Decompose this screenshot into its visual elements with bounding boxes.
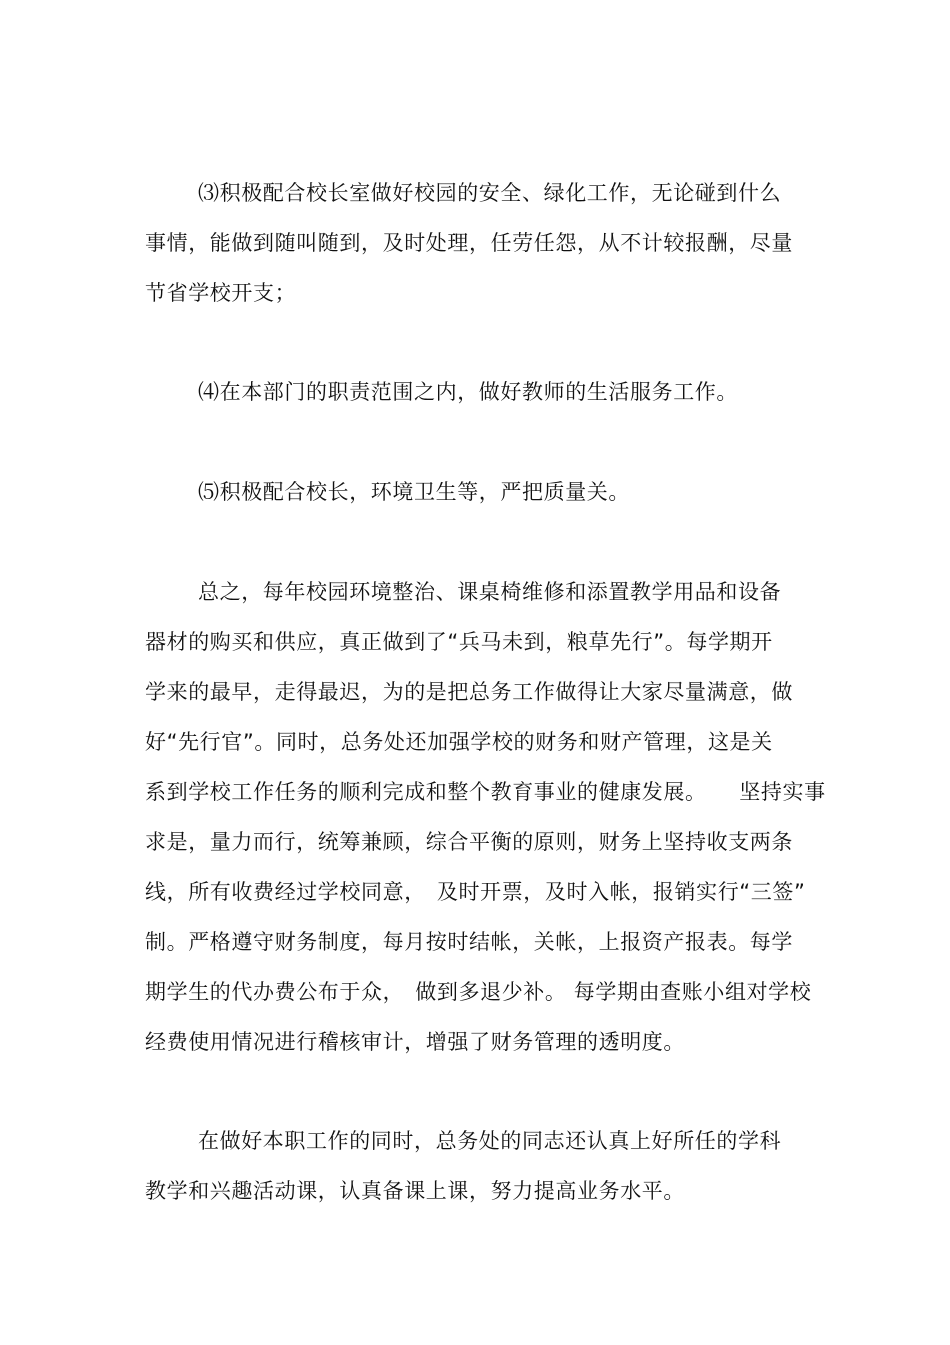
text-line: 好“先行官”。同时，总务处还加强学校的财务和财产管理，这是关 xyxy=(145,730,773,754)
text-line: 求是，量力而行，统筹兼顾，综合平衡的原则，财务上坚持收支两条 xyxy=(145,830,793,854)
text-line: 学来的最早，走得最迟，为的是把总务工作做得让大家尽量满意，做 xyxy=(145,680,793,704)
text-line: 器材的购买和供应，真正做到了“兵马未到，粮草先行”。每学期开 xyxy=(145,630,773,654)
text-line: 事情，能做到随叫随到，及时处理，任劳任怨，从不计较报酬，尽量 xyxy=(145,231,793,255)
text-line: 系到学校工作任务的顺利完成和整个教育事业的健康发展。 坚持实事 xyxy=(145,780,826,804)
text-line: ⑸积极配合校长，环境卫生等，严把质量关。 xyxy=(198,480,630,504)
text-line: 制。严格遵守财务制度，每月按时结帐，关帐，上报资产报表。每学 xyxy=(145,930,793,954)
text-line: 教学和兴趣活动课，认真备课上课，努力提高业务水平。 xyxy=(145,1179,685,1203)
text-line: 期学生的代办费公布于众， 做到多退少补。 每学期由查账小组对学校 xyxy=(145,980,812,1004)
text-line: 线，所有收费经过学校同意， 及时开票，及时入帐，报销实行“三签” xyxy=(145,880,806,904)
text-line: 在做好本职工作的同时，总务处的同志还认真上好所任的学科 xyxy=(198,1129,782,1153)
text-line: ⑷在本部门的职责范围之内，做好教师的生活服务工作。 xyxy=(198,380,738,404)
text-line: 经费使用情况进行稽核审计，增强了财务管理的透明度。 xyxy=(145,1030,685,1054)
text-line: ⑶积极配合校长室做好校园的安全、绿化工作，无论碰到什么 xyxy=(198,181,782,205)
text-line: 节省学校开支； xyxy=(145,281,297,305)
text-line: 总之，每年校园环境整治、课桌椅维修和添置教学用品和设备 xyxy=(198,580,782,604)
